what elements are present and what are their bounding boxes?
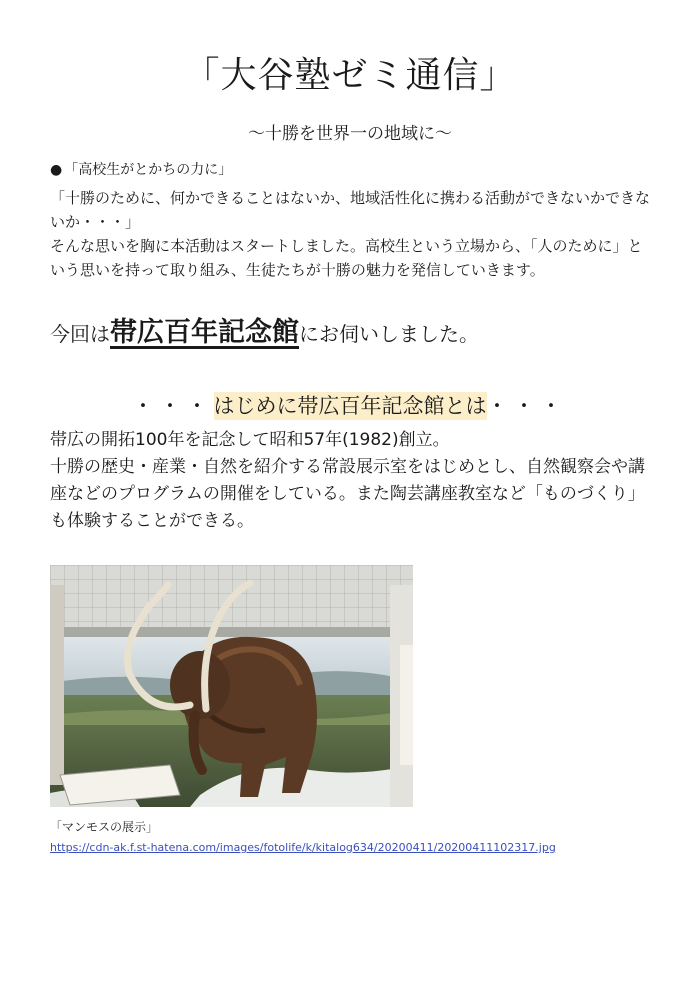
visit-prefix: 今回は — [50, 322, 110, 346]
intro-quote: 「十勝のために、何かできることはないか、地域活性化に携わる活動ができないかできないか・・・」 — [50, 189, 651, 231]
intro-heading-text: 「高校生がとかちの力に」 — [64, 162, 233, 178]
bullet-icon: ● — [50, 162, 63, 178]
visit-statement — [50, 312, 479, 355]
photo-source-link[interactable]: https://cdn-ak.f.st-hatena.com/images/fotolife/k/kitalog634/20200411/20200411102317.jpg — [50, 841, 556, 854]
section-heading-text: はじめに帯広百年記念館とは — [213, 394, 487, 418]
intro-paragraph: そんな思いを胸に本活動はスタートしました。高校生という立場から、「人のために」という思いを持って取り組み、生徒たちが十勝の魅力を発信していきます。 — [50, 237, 643, 279]
photo-caption: 「マンモスの展示」 — [50, 820, 159, 834]
section-heading — [0, 390, 700, 422]
section-dots-left: ・・・ — [132, 394, 214, 418]
page-subtitle: 〜十勝を世界一の地域に〜 — [248, 124, 452, 144]
mammoth-exhibit-photo — [50, 565, 413, 807]
museum-name: 帯広百年記念館 — [110, 317, 299, 348]
section-dots-right: ・・・ — [486, 394, 568, 418]
page-title: 「大谷塾ゼミ通信」 — [183, 55, 517, 96]
intro-heading — [50, 160, 232, 180]
description-line-2: 十勝の歴史・産業・自然を紹介する常設展示室をはじめとし、自然観察会や講座などのプログラムの開催をしている。また陶芸講座教室など「ものづくり」も体験することができる。 — [50, 457, 645, 531]
intro-text — [50, 186, 655, 282]
visit-suffix: にお伺いしました。 — [299, 322, 479, 346]
museum-description — [50, 427, 655, 535]
description-line-1: 帯広の開拓100年を記念して昭和57年(1982)創立。 — [50, 430, 450, 450]
